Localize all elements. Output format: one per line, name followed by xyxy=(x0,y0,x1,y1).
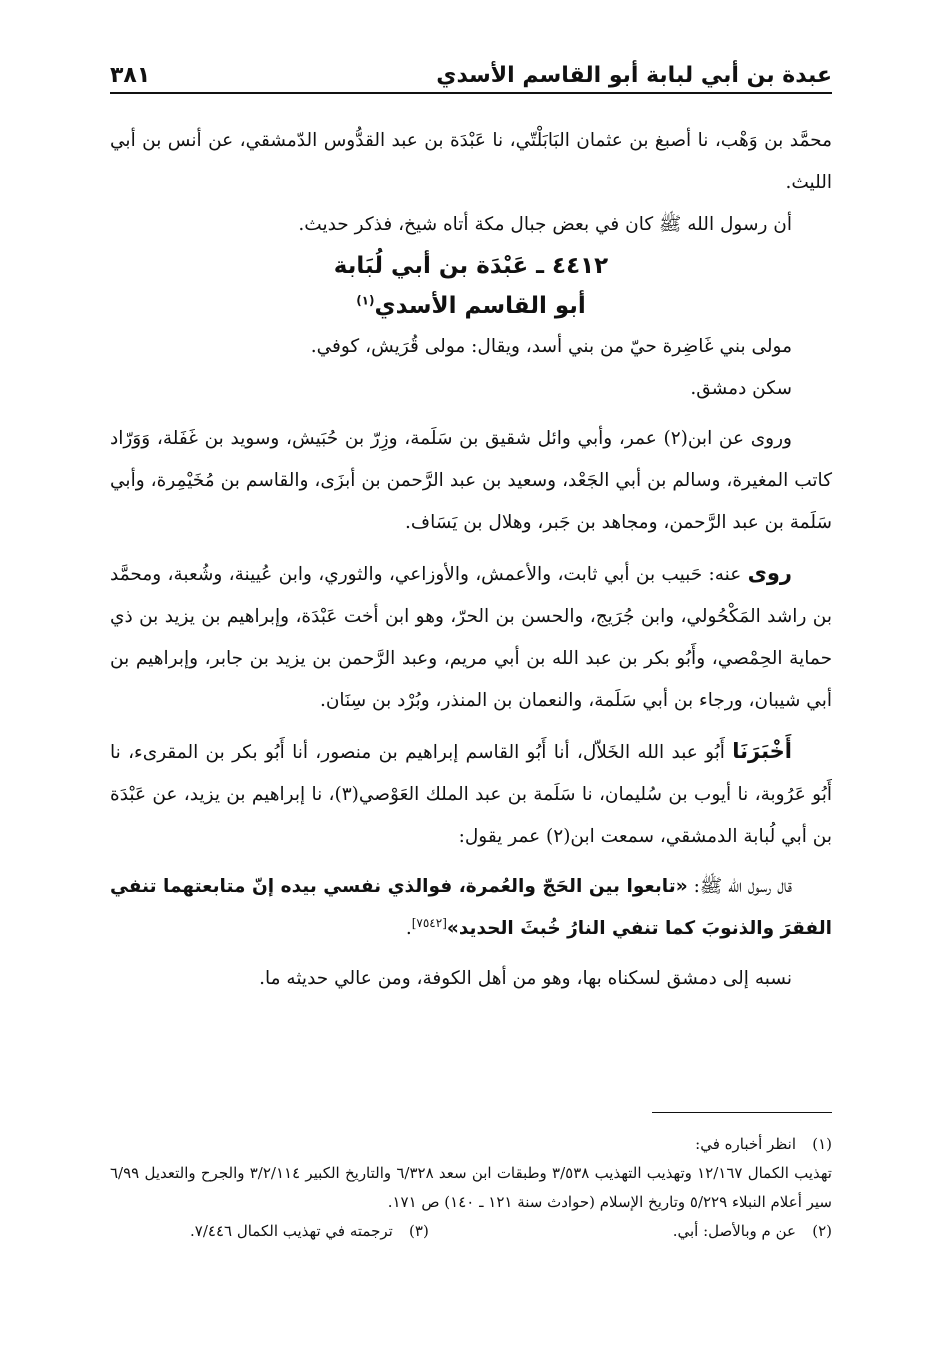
header-title: عبدة بن أبي لبابة أبو القاسم الأسدي xyxy=(436,63,832,88)
entry-title: ٤٤١٢ ـ عَبْدَة بن أبي لُبَابة xyxy=(333,253,609,279)
narrators-list: عنه: حَبيب بن أبي ثابت، والأعمش، والأوزاعي، والثوري، وابن عُيينة، وشُعبة، ومحمَّد بن راشد المَكْحُولي، وابن جُرَيج، والحسن بن الحرّ، وهو ابن أخت عَبْدَة، وإبراهيم بن يزيد بن ذي حماية الحِمْصي، وأَبُو بكر بن عبد الله بن أبي مريم، وعبد الرَّحمن بن يزيد بن جابر، وإبراهيم بن أبي شيبان، ورجاء بن أبي سَلَمة، والنعمان بن المنذر، وبُرْد بن سِنَان. xyxy=(110,564,832,711)
chain-text: أَبُو عبد الله الخَلاّل، أنا أَبُو القاسم إبراهيم بن منصور، أنا أَبُو بكر بن المقرىء، نا أَبُو عَرُوبة، نا أيوب بن سُليمان، نا سَلَمة بن عبد الملك العَوْصي(٣)، نا إبراهيم بن يزيد، عن عَبْدَة بن أبي لُبابة الدمشقي، سمعت ابن(٢) عمر يقول: xyxy=(110,742,832,847)
footnote-1-heading xyxy=(110,1130,832,1159)
footnote-3-text: ترجمته في تهذيب الكمال ٧/٤٤٦. xyxy=(190,1222,393,1240)
footnote-3 xyxy=(190,1217,429,1246)
entry-subtitle-line xyxy=(110,286,832,326)
paragraph-isnad: محمَّد بن وَهْب، نا أصبغ بن عثمان البَابَلْتّي، نا عَبْدَة بن عبد القدُّوس الدّمشقي، عن أنس بن أبي الليث. xyxy=(110,130,832,193)
footnote-row-2-3 xyxy=(110,1217,832,1246)
paragraph-residence: سكن دمشق. xyxy=(690,378,792,399)
hadith-text: «تابعوا بين الحَجّ والعُمرة، فوالذي نفسي بيده إنّ متابعتهما تنفي الفقرَ والذنوبَ كما تنفي النارُ خُبثَ الحديد» xyxy=(110,876,832,939)
paragraph-narrated-by xyxy=(110,552,832,722)
footnote-2 xyxy=(673,1217,832,1246)
running-header xyxy=(110,56,832,94)
hadith-end: . xyxy=(405,918,412,939)
footnote-1-number: (١) xyxy=(812,1135,832,1153)
entry-subtitle: أبو القاسم الأسدي xyxy=(374,293,586,319)
paragraph-narrated-from: وروى عن ابن(٢) عمر، وأبي وائل شقيق بن سَلَمة، وزِرّ بن حُبَيش، وسويد بن غَفَلة، وَوَرّاد كاتب المغيرة، وسالم بن أبي الجَعْد، وسعيد بن عبد الرَّحمن بن أبزَى، والقاسم بن مُخَيْمِرة، وأبي سَلَمة بن عبد الرَّحمن، ومجاهد بن جَبر، وهلال بن يَسَاف. xyxy=(110,428,832,533)
lead-word-akhbarana: أَخْبَرَنَا xyxy=(732,739,792,763)
footnote-separator xyxy=(652,1112,832,1113)
footnote-2-text: عن م وبالأصل: أبي. xyxy=(672,1222,796,1240)
paragraph-note: نسبه إلى دمشق لسكناه بها، وهو من أهل الكوفة، ومن عالي حديثه ما. xyxy=(259,968,792,989)
paragraph-hadith-1: أن رسول الله ﷺ كان في بعض جبال مكة أتاه شيخ، فذكر حديث. xyxy=(298,214,792,235)
hadith-intro: قال رسول الله ﷺ: xyxy=(687,876,793,897)
footnotes xyxy=(110,1130,832,1246)
paragraph-hadith-2 xyxy=(110,866,832,950)
footnote-marker-1: (١) xyxy=(356,293,375,308)
footnote-1-text: تهذيب الكمال ١٢/١٦٧ وتهذيب التهذيب ٣/٥٣٨ وطبقات ابن سعد ٦/٣٢٨ والتاريخ الكبير ٣/٢/١١٤ والجرح والتعديل ٦/٩٩ سير أعلام النبلاء ٥/٢٢٩ وتاريخ الإسلام (حوادث سنة ١٢١ ـ ١٤٠) ص ١٧١. xyxy=(110,1164,832,1211)
paragraph-lineage: مولى بني غَاضِرة حيّ من بني أسد، ويقال: مولى قُرَيش، كوفي. xyxy=(310,336,792,357)
footnote-1-intro: انظر أخباره في: xyxy=(695,1135,796,1153)
paragraph-chain xyxy=(110,730,832,858)
lead-word-rawa: روى xyxy=(747,561,792,585)
main-text xyxy=(110,120,832,1000)
footnote-2-number: (٢) xyxy=(812,1222,832,1240)
page-number: ٣٨١ xyxy=(110,63,151,88)
hadith-reference: [٧٥٤٢] xyxy=(411,915,447,930)
entry-heading xyxy=(110,246,832,326)
footnote-3-number: (٣) xyxy=(409,1222,429,1240)
